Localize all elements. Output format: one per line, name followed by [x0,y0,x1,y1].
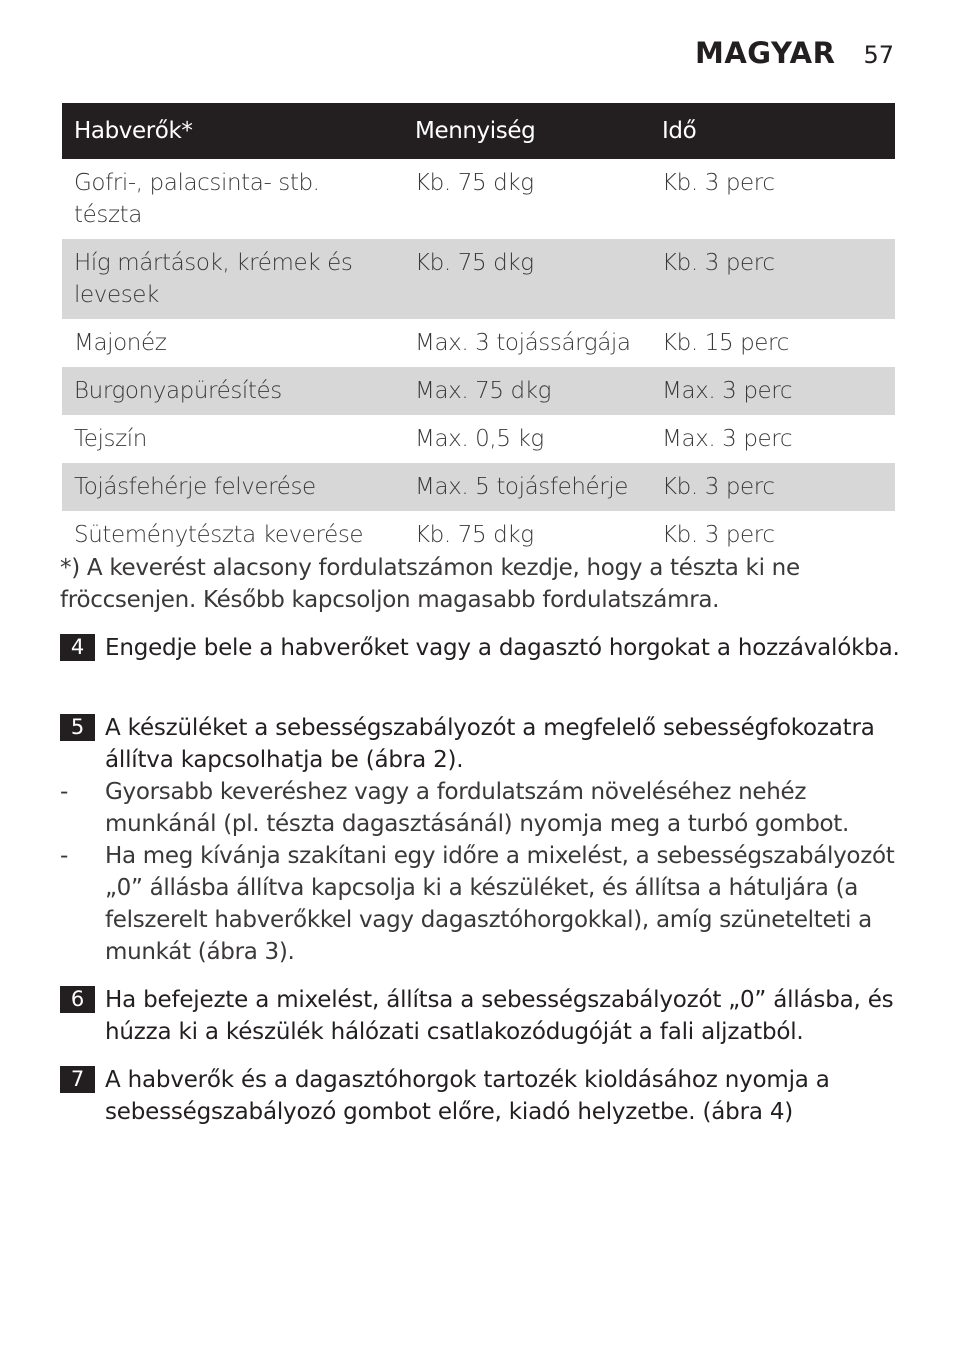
page-number: 57 [863,41,894,69]
table-cell: Tojásfehérje felverése [62,463,403,511]
table-header-row [62,103,895,159]
table-cell: Max. 3 perc [662,426,793,452]
table-cell: Kb. 3 perc [662,522,775,548]
bullet-item [60,776,900,840]
table-cell: Híg mártások, krémek és levesek [62,239,403,319]
table-row [62,159,895,239]
step-number-badge: 4 [60,634,95,661]
table-cell: Majonéz [74,330,167,356]
language-label: MAGYAR [694,36,836,70]
table-cell: Kb. 3 perc [650,239,895,319]
table-cell: Max. 3 perc [650,367,895,415]
table-cell: Kb. 3 perc [662,170,775,196]
table-cell: Max. 0,5 kg [415,426,544,452]
column-header-accessory: Habverők* [62,103,403,159]
table-row [62,367,895,415]
table-cell: Kb. 15 perc [662,330,789,356]
table-footnote: *) A keverést alacsony fordulatszámon kezdje, hogy a tészta ki ne fröccsenjen. Később kapcsoljon magasabb fordulatszámra. [60,555,800,613]
step-text: A habverők és a dagasztóhorgok tartozék kioldásához nyomja a sebességszabályozó gombot előre, kiadó helyzetbe. (ábra 4) [105,1067,830,1125]
bullet-text: Gyorsabb keveréshez vagy a fordulatszám növeléséhez nehéz munkánál (pl. tészta dagasztásánál) nyomja meg a turbó gombot. [105,779,849,837]
step-number-badge: 7 [60,1066,95,1093]
table-cell: Max. 3 tojássárgája [415,330,631,356]
step-7 [60,1064,900,1128]
table-cell: Tejszín [74,426,147,452]
page-header [695,36,894,70]
table-row [62,463,895,511]
step-text: Engedje bele a habverőket vagy a dagasztó horgokat a hozzávalókba. [105,635,900,661]
usage-table [62,103,895,559]
step-text: A készüléket a sebességszabályozót a megfelelő sebességfokozatra állítva kapcsolhatja be (ábra 2). [105,715,875,773]
table-cell: Süteménytészta keverése [74,522,364,548]
bullet-dash: - [60,779,68,805]
column-header-quantity: Mennyiség [403,103,650,159]
step-4 [60,632,900,664]
table-row [62,319,895,367]
table-cell: Max. 5 tojásfehérje [403,463,650,511]
table-cell: Burgonyapürésítés [62,367,403,415]
step-5 [60,712,900,968]
table-cell: Kb. 75 dkg [415,170,534,196]
table-cell: Gofri-, palacsinta- stb. tészta [74,170,320,228]
bullet-dash: - [60,843,68,869]
bullet-item [60,840,900,968]
step-number-badge: 6 [60,986,95,1013]
table-row [62,415,895,463]
table-cell: Kb. 75 dkg [415,522,534,548]
bullet-text: Ha meg kívánja szakítani egy időre a mixelést, a sebességszabályozót „0” állásba állítva kapcsolja ki a készüléket, és állítsa a hátuljára (a felszerelt habverőkkel vagy dagasztóhorgokkal), amíg szünetelteti a munkát (ábra 3). [105,843,895,965]
step-number-badge: 5 [60,714,95,741]
column-header-time: Idő [650,103,895,159]
step-text: Ha befejezte a mixelést, állítsa a sebességszabályozót „0” állásba, és húzza ki a készülék hálózati csatlakozódugóját a fali aljzatból. [105,987,894,1045]
table-cell: Max. 75 dkg [403,367,650,415]
step-bullets [60,776,900,968]
table-cell: Kb. 75 dkg [403,239,650,319]
table-cell: Kb. 3 perc [650,463,895,511]
table-row [62,239,895,319]
step-6 [60,984,900,1048]
